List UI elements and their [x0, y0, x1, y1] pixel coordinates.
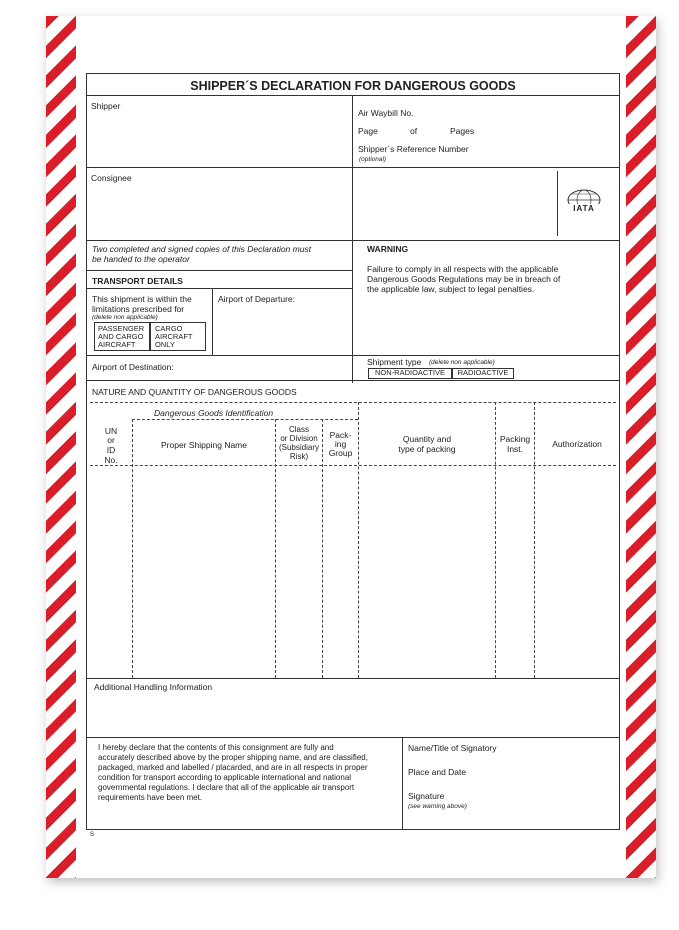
additional-handling-label: Additional Handling Information: [94, 682, 213, 692]
col-un-line2: or: [107, 435, 115, 445]
declaration-line1: I hereby declare that the contents of this consignment are fully and: [98, 743, 334, 752]
copies-note-line2: be handed to the operator: [92, 254, 190, 264]
airport-destination-label: Airport of Destination:: [92, 362, 174, 372]
shipper-divider: [86, 167, 620, 168]
declaration-line2: accurately described above by the proper shipping name, and are classified,: [98, 753, 368, 762]
page-label: Page: [358, 126, 378, 136]
copies-divider: [86, 270, 352, 271]
shipper-label: Shipper: [91, 101, 121, 111]
right-hazard-stripe: [626, 16, 656, 878]
declaration-line3: packaged, marked and labelled / placarded, and are in all respects in proper: [98, 763, 368, 772]
passenger-line1: PASSENGER: [98, 324, 145, 333]
col-packing-group-line1: Pack-: [329, 430, 352, 440]
pages-label: Pages: [450, 126, 475, 136]
radioactive-label: RADIOACTIVE: [457, 368, 509, 377]
col-class-line4: Risk): [289, 452, 309, 461]
warning-line2: Dangerous Goods Regulations may be in breach of: [367, 274, 561, 284]
copies-note-line1: Two completed and signed copies of this Declaration must: [92, 244, 312, 254]
logo-divider: [557, 171, 558, 236]
dg-top-dashed-line: [90, 402, 616, 403]
transport-vertical-divider: [212, 288, 213, 355]
col-un-line3: ID: [106, 445, 116, 455]
transport-details-title: TRANSPORT DETAILS: [92, 276, 183, 286]
signatory-divider: [402, 737, 403, 830]
cargo-line1: CARGO: [155, 324, 183, 333]
of-label: of: [410, 126, 418, 136]
declaration-line4: condition for transport according to applicable international and national: [98, 773, 352, 782]
col-class-line2: or Division: [280, 434, 318, 443]
iata-logo: [566, 188, 602, 218]
warning-title: WARNING: [367, 244, 409, 254]
limitations-delete-note: (delete non applicable): [92, 314, 158, 321]
goods-bottom-divider: [86, 678, 620, 679]
destination-divider: [86, 380, 620, 381]
col-proper-shipping-name: Proper Shipping Name: [161, 440, 247, 450]
col-quantity-line1: Quantity and: [402, 434, 452, 444]
col-packing-group-line2: ing: [334, 439, 347, 449]
col-authorization: Authorization: [552, 439, 602, 449]
footer-mark: S: [90, 832, 95, 838]
handling-divider: [86, 737, 620, 738]
shipper-reference-label: Shipper`s Reference Number: [358, 144, 469, 154]
warning-line3: the applicable law, subject to legal penalties.: [367, 284, 535, 294]
signature-note: (see warning above): [408, 803, 467, 810]
left-hazard-stripe: [46, 16, 76, 878]
declaration-line6: requirements have been met.: [98, 793, 203, 802]
col-class-line3: (Subsidiary: [278, 443, 319, 452]
declaration-sheet: [46, 16, 656, 878]
cargo-line3: ONLY: [155, 340, 175, 349]
place-date-label: Place and Date: [408, 767, 467, 777]
cargo-line2: AIRCRAFT: [155, 332, 193, 341]
col-sep-1: [132, 419, 133, 678]
non-radioactive-label: NON-RADIOACTIVE: [374, 368, 445, 377]
signature-label: Signature: [408, 791, 445, 801]
limitations-line1: This shipment is within the: [92, 294, 192, 304]
consignee-divider: [86, 240, 620, 241]
form-title: SHIPPER´S DECLARATION FOR DANGEROUS GOODS: [190, 79, 516, 93]
departure-divider: [86, 355, 620, 356]
nature-quantity-title: NATURE AND QUANTITY OF DANGEROUS GOODS: [92, 387, 297, 397]
consignee-label: Consignee: [91, 173, 132, 183]
col-packing-inst-line2: Inst.: [506, 444, 524, 454]
col-un-line1: UN: [104, 426, 118, 436]
shipment-type-delete-note: (delete non applicable): [429, 359, 495, 366]
title-divider: [86, 95, 620, 96]
col-quantity-line2: type of packing: [398, 444, 456, 454]
signatory-name-label: Name/Title of Signatory: [408, 743, 497, 753]
air-waybill-label: Air Waybill No.: [358, 108, 414, 118]
transport-divider: [86, 288, 352, 289]
dg-identification-label: Dangerous Goods Identification: [154, 408, 274, 418]
limitations-line2: limitations prescribed for: [92, 304, 185, 314]
iata-logo-text: IATA: [566, 204, 602, 214]
col-un-line4: No.: [104, 455, 118, 465]
passenger-line3: AIRCRAFT: [98, 340, 136, 349]
header-bottom-dashed-line: [90, 465, 616, 466]
col-packing-inst-line1: Packing: [499, 434, 531, 444]
col-class-line1: Class: [288, 425, 309, 434]
passenger-line2: AND CARGO: [98, 332, 144, 341]
center-divider: [352, 95, 353, 383]
optional-note: (optional): [359, 156, 387, 163]
airport-departure-label: Airport of Departure:: [218, 294, 296, 304]
shipment-type-label: Shipment type: [367, 357, 422, 367]
dg-identification-dashed-line: [132, 419, 358, 420]
col-packing-group-line3: Group: [328, 448, 353, 458]
warning-line1: Failure to comply in all respects with the applicable: [367, 264, 559, 274]
declaration-line5: governmental regulations. I declare that all of the applicable air transport: [98, 783, 355, 792]
